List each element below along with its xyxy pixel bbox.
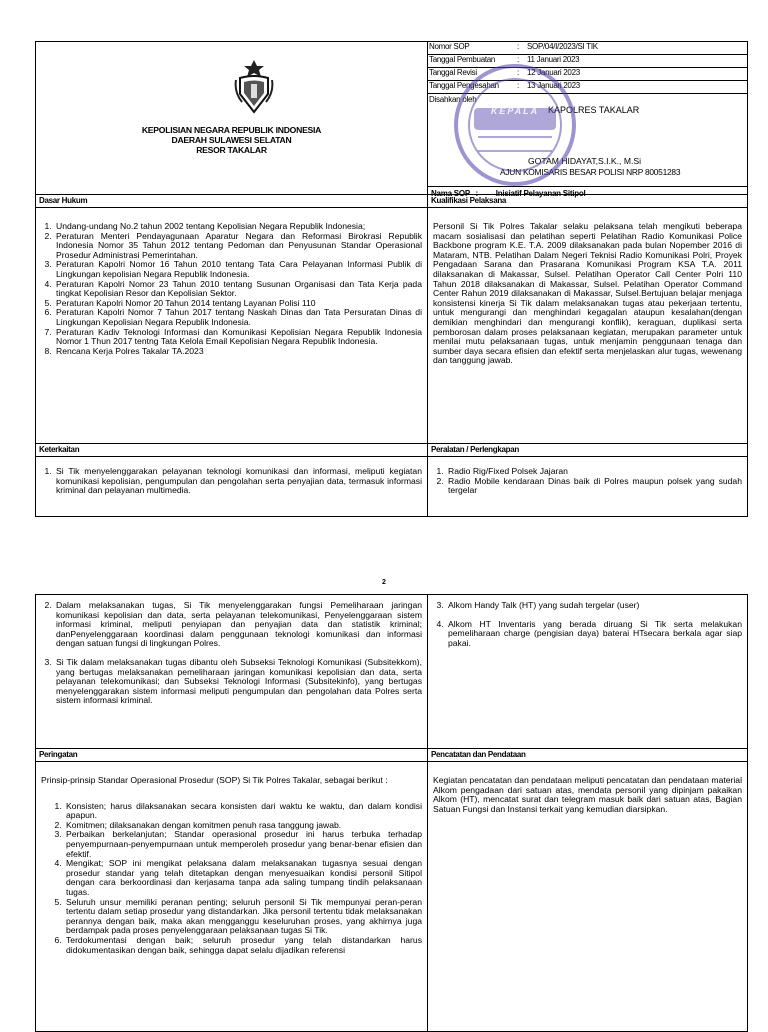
p2-right-item: 4. Alkom HT Inventaris yang berada diruang Si Tik serta melakukan pemeliharaan charge (pengisian daya) baterai HTsecara berkala agar siap pakai. [446, 620, 742, 649]
official-stamp-icon [454, 64, 576, 186]
kualifikasi-text: Personil Si Tik Polres Takalar selaku pelaksana telah mengikuti beberapa macam sosialisasi dan pelatihan seperti Pelatihan Radio Komunikasi Police Backbone program K.E. T.A. 2009 dilaksanakan pada bulan Nopember 2016 di Mataram, NTB. Pelatihan Dalam Negeri Teknisi Radio Komunikasi Polri, Proyek Pengadaan Sarana dan Prasarana Komunikasi Program KSA T.A. 2011 dilaksanakan di Makassar, Sulsel. Pelatihan Operator Call Center Polri 110 Tahun 2018 dilaksanakan di Makassar, Sulsel. Pelatihan Operator Command Center Rahun 2019 dilaksanakan di Makassar, Sulsel.Bertujuan belajar menjaga konsistensi kinerja Si Tik dalam melaksanakan tugas atau pekerjaan tertentu, untuk mengurangi dan menghindari kegagalan ataupun kesalahan(dengan demikian menghindari dan mengurangi konflik), keraguan, duplikasi serta pemborosan dalam proses pelaksanaan kegiatan, merupakan parameter untuk menilai mutu pelaksanaan tugas, untuk menjamin penggunaan tenaga dan sumber daya secara efisien dan efektif serta menjelaskan alur tugas, wewenang dan tanggung jawab. [433, 221, 742, 366]
org-line-1: KEPOLISIAN NEGARA REPUBLIK INDONESIA [141, 125, 322, 135]
dasar-hukum-item: 5. Peraturan Kapolri Nomor 20 Tahun 2014 tentang Layanan Polisi 110 [54, 299, 422, 309]
revisi-label: Tanggal Revisi [429, 68, 477, 77]
peringatan-item: 4. Mengikat; SOP ini mengikat pelaksana dalam melaksanakan tugasnya sesuai dengan prosedur standar yang telah ditetapkan dengan menyesuaikan kondisi personil Sitipol dengan cara berkoordinasi dan kerjasama tanpa ada saling tumpang tindih pelaksanaan tugas. [64, 859, 422, 897]
peralatan-list [428, 457, 747, 496]
pencatatan-header: Pencatatan dan Pendataan [428, 749, 748, 762]
pencatatan-cell [428, 762, 748, 1032]
peringatan-list [36, 786, 427, 956]
peringatan-item: 3. Perbaikan berkelanjutan; Standar operasional prosedur ini harus terbuka terhadap penyempurnaan-penyempurnaan untuk memperoleh prosedur yang benar-benar efisien dan efektif. [64, 830, 422, 859]
keterkaitan-header: Keterkaitan [36, 444, 428, 457]
peringatan-intro: Prinsip-prinsip Standar Operasional Prosedur (SOP) Si Tik Polres Takalar, sebagai berikut : [41, 775, 388, 785]
keterkaitan-cell [36, 457, 428, 517]
police-emblem-icon [234, 58, 274, 114]
header-meta-cell: Nomor SOP : SOP/04/I/2023/SI TIK Tanggal Pembuatan : 11 Januari 2023 Tanggal Revisi : 12 Januari 2023 Tanggal Pengesahan : 13 Januari 2023 Disahkan oleh KAPOLRES TAKALAR GOTAM HIDAYAT,S.I.K., M.Si AJUN KOMISARIS BESAR POLISI NRP 80051283 KEPALA Nama SOP : Inisiatif Pelayanan Sitipol [428, 42, 748, 195]
signer-name: GOTAM HIDAYAT,S.I.K., M.Si [528, 156, 642, 166]
header-org-cell [36, 42, 428, 195]
peralatan-item: 1. Radio Rig/Fixed Polsek Jajaran [446, 467, 742, 477]
nomor-value: SOP/04/I/2023/SI TIK [527, 42, 598, 51]
nama-sop-row: Nama SOP : Inisiatif Pelayanan Sitipol [431, 189, 586, 198]
page-number: 2 [382, 579, 386, 586]
dasar-hukum-list [36, 208, 427, 356]
p2-right-item: 3. Alkom Handy Talk (HT) yang sudah tergelar (user) [446, 601, 742, 611]
peralatan-header: Peralatan / Perlengkapan [428, 444, 748, 457]
nomor-label: Nomor SOP [429, 42, 470, 51]
dasar-hukum-cell [36, 208, 428, 444]
peringatan-item: 1. Konsisten; harus dilaksanakan secara konsisten dari waktu ke waktu, dan dalam kondisi apapun. [64, 802, 422, 821]
sop-table-page-1 [35, 41, 748, 517]
peringatan-item: 5. Seluruh unsur memiliki peranan penting; seluruh personil Si Tik mempunyai peran-peran tertentu dalam setiap prosedur yang distandarkan. Jika personil tertentu tidak melaksanakan perannya dengan baik, maka akan mengganggu keseluruhan proses, yang akhirnya juga berdampak pada proses penyelenggaraan pelaksanaan tugas Si Tik. [64, 898, 422, 936]
peralatan-item: 2. Radio Mobile kendaraan Dinas baik di Polres maupun polsek yang sudah tergelar [446, 477, 742, 496]
pengesahan-label: Tanggal Pengesahan [429, 81, 499, 90]
dasar-hukum-header: Dasar Hukum [36, 195, 428, 208]
p2-right-cell [428, 595, 748, 749]
pembuatan-label: Tanggal Pembuatan [429, 55, 496, 64]
sop-table-page-2 [35, 594, 748, 1032]
org-line-2: DAERAH SULAWESI SELATAN [171, 135, 292, 145]
disahkan-value: KAPOLRES TAKALAR [548, 105, 640, 115]
stamp-text: KEPALA [490, 106, 540, 116]
dasar-hukum-item: 1. Undang-undang No.2 tahun 2002 tentang Kepolisian Negara Republik Indonesia; [54, 222, 422, 232]
keterkaitan-item: 1. Si Tik menyelenggarakan pelayanan teknologi komunikasi dan informasi, meliputi kegiatan komunikasi kepolisian, pengumpulan dan pengolahan serta penyajian data, termasuk informasi kriminal dan pelayanan multimedia. [54, 467, 422, 496]
dasar-hukum-item: 3. Peraturan Kapolri Nomor 16 Tahun 2010 tentang Tata Cara Pelayanan Informasi Publik di Lingkungan kepolisian Negara Republik Indonesia. [54, 260, 422, 279]
dasar-hukum-item: 8. Rencana Kerja Polres Takalar TA.2023 [54, 347, 422, 357]
keterkaitan-list [36, 457, 427, 496]
kualifikasi-header: Kualifikasi Pelaksana [428, 195, 748, 208]
p2-right-list [428, 595, 747, 648]
pencatatan-text: Kegiatan pencatatan dan pendataan meliputi pencatatan dan pendataan material Alkom pengadaan dari satuan atas, mendata personil yang dipinjam pakaikan Alkom (HT), mencatat surat dan telegram masuk baik dari satuan atas, Bagian Satuan Fungsi dan Instansi terkait yang kemudian diarsipkan. [433, 775, 742, 814]
peringatan-item: 6. Terdokumentasi dengan baik; seluruh prosedur yang telah distandarkan harus didokumentasikan dengan baik, sehingga dapat selalu dijadikan referensi [64, 936, 422, 955]
pengesahan-value: 13 Januari 2023 [527, 81, 580, 90]
peringatan-item: 2. Komitmen; dilaksanakan dengan komitmen penuh rasa tanggung jawab. [64, 821, 422, 831]
nama-value: Inisiatif Pelayanan Sitipol [495, 189, 586, 198]
pembuatan-value: 11 Januari 2023 [527, 55, 580, 64]
org-line-3: RESOR TAKALAR [196, 145, 267, 155]
dasar-hukum-item: 4. Peraturan Kapolri Nomor 23 Tahun 2010 tentang Susunan Organisasi dan Tata Kerja pada tingkat Kepolisian Resor dan Kepolisian Sektor. [54, 280, 422, 299]
p2-left-list [36, 595, 427, 706]
dasar-hukum-item: 6. Peraturan Kapolri Nomor 7 Tahun 2017 tentang Naskah Dinas dan Tata Persuratan Dinas di Lingkungan Kepolisian Negara Republik Indonesia. [54, 308, 422, 327]
dasar-hukum-item: 2. Peraturan Menteri Pendayagunaan Aparatur Negara dan Reformasi Birokrasi Republik Indonesia Nomor 35 Tahun 2012 tentang Pedoman dan Penyusunan Standar Operasional Prosedur Administrasi Pemerintahan. [54, 232, 422, 261]
peralatan-cell [428, 457, 748, 517]
signer-rank: AJUN KOMISARIS BESAR POLISI NRP 80051283 [500, 167, 681, 177]
nama-label: Nama SOP [431, 189, 470, 198]
kualifikasi-cell [428, 208, 748, 444]
peringatan-header: Peringatan [36, 749, 428, 762]
revisi-value: 12 Januari 2023 [527, 68, 580, 77]
p2-left-item: 2. Dalam melaksanakan tugas, Si Tik menyelenggarakan fungsi Pemeliharaan jaringan komunikasi kepolisian dan data, serta pelayanan telekomunikasi, Penyelenggaraan sistem informasi kriminal, meliputi penyiapan dan penyajian data dan statistik kriminal; danPenyelenggaraan koordinasi dalam penggunaan teknologi komunikasi dan informasi dengan satuan fungsi di lingkungan Polres. [54, 601, 422, 649]
dasar-hukum-item: 7. Peraturan Kadiv Teknologi Informasi dan Komunikasi Kepolisian Negara Republik Indonesia Nomor 1 Thun 2017 tentng Tata Kelola Email Kepolisian Negara Republik Indonesia. [54, 328, 422, 347]
p2-left-item: 3. Si Tik dalam melaksanakan tugas dibantu oleh Subseksi Teknologi Komunikasi (Subsitekkom), yang bertugas melaksanakan pemeliharaan jaringan komunikasi kepolisian dan data, serta pelayanan telekomunikasi; dan Subseksi Teknologi Informasi (Subsitekinfo), yang bertugas menyelenggarakan sistem informasi meliputi pengumpulan dan pengolahan data Polres serta sistem informasi kriminal. [54, 658, 422, 706]
page-2 [0, 594, 768, 1024]
peringatan-cell [36, 762, 428, 1032]
disahkan-label: Disahkan oleh [429, 95, 477, 104]
p2-left-cell [36, 595, 428, 749]
